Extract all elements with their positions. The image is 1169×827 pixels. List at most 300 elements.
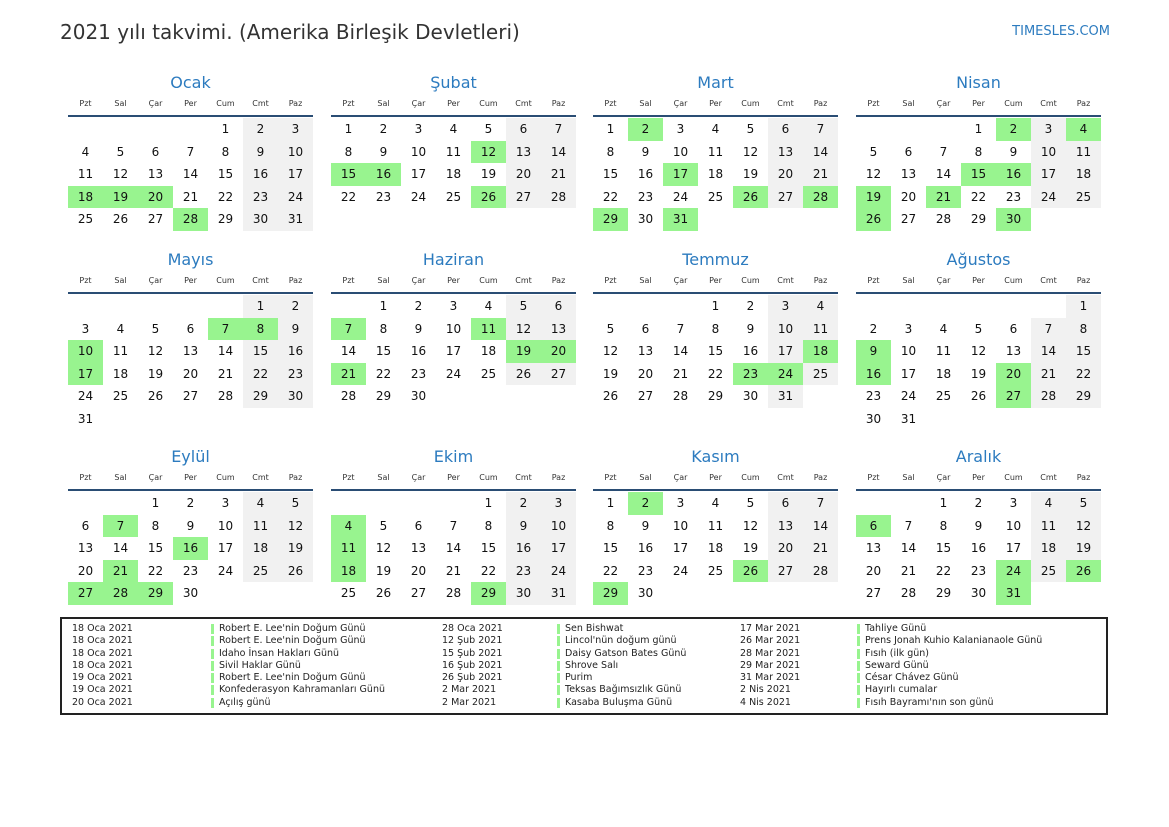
- day-cell[interactable]: 22: [217, 189, 234, 204]
- day-cell[interactable]: 28: [340, 389, 357, 404]
- day-cell[interactable]: 26: [375, 586, 392, 601]
- day-cell[interactable]: 1: [484, 496, 493, 511]
- day-cell[interactable]: 19: [742, 541, 759, 556]
- day-cell[interactable]: 3: [449, 299, 458, 314]
- day-cell[interactable]: 10: [410, 144, 427, 159]
- day-cell[interactable]: 20: [768, 163, 803, 186]
- day-cell[interactable]: 24: [672, 563, 689, 578]
- day-cell[interactable]: 2: [506, 492, 541, 515]
- day-cell[interactable]: 25: [803, 363, 838, 386]
- day-cell[interactable]: 22: [480, 563, 497, 578]
- day-cell[interactable]: 13: [900, 167, 917, 182]
- holiday-day-cell[interactable]: 15: [331, 163, 366, 186]
- day-cell[interactable]: 23: [278, 363, 313, 386]
- day-cell[interactable]: 7: [803, 492, 838, 515]
- day-cell[interactable]: 15: [147, 541, 164, 556]
- day-cell[interactable]: 3: [221, 496, 230, 511]
- day-cell[interactable]: 13: [768, 515, 803, 538]
- day-cell[interactable]: 22: [243, 363, 278, 386]
- day-cell[interactable]: 16: [243, 163, 278, 186]
- day-cell[interactable]: 22: [602, 189, 619, 204]
- holiday-day-cell[interactable]: 26: [733, 186, 768, 209]
- day-cell[interactable]: 25: [340, 586, 357, 601]
- day-cell[interactable]: 12: [865, 167, 882, 182]
- day-cell[interactable]: 15: [935, 541, 952, 556]
- day-cell[interactable]: 2: [278, 295, 313, 318]
- holiday-day-cell[interactable]: 20: [138, 186, 173, 209]
- day-cell[interactable]: 28: [445, 586, 462, 601]
- day-cell[interactable]: 14: [445, 541, 462, 556]
- day-cell[interactable]: 5: [746, 122, 755, 137]
- day-cell[interactable]: 29: [375, 389, 392, 404]
- day-cell[interactable]: 18: [707, 541, 724, 556]
- day-cell[interactable]: 11: [1031, 515, 1066, 538]
- day-cell[interactable]: 13: [637, 344, 654, 359]
- day-cell[interactable]: 7: [904, 518, 913, 533]
- day-cell[interactable]: 1: [379, 299, 388, 314]
- day-cell[interactable]: 1: [711, 299, 720, 314]
- day-cell[interactable]: 26: [970, 389, 987, 404]
- day-cell[interactable]: 6: [541, 295, 576, 318]
- day-cell[interactable]: 6: [768, 492, 803, 515]
- day-cell[interactable]: 20: [865, 563, 882, 578]
- day-cell[interactable]: 21: [217, 366, 234, 381]
- day-cell[interactable]: 17: [217, 541, 234, 556]
- day-cell[interactable]: 22: [375, 366, 392, 381]
- day-cell[interactable]: 17: [768, 340, 803, 363]
- day-cell[interactable]: 4: [939, 321, 948, 336]
- holiday-day-cell[interactable]: 10: [68, 340, 103, 363]
- day-cell[interactable]: 20: [900, 189, 917, 204]
- holiday-day-cell[interactable]: 11: [331, 537, 366, 560]
- day-cell[interactable]: 20: [410, 563, 427, 578]
- day-cell[interactable]: 24: [672, 189, 689, 204]
- day-cell[interactable]: 11: [935, 344, 952, 359]
- day-cell[interactable]: 17: [672, 541, 689, 556]
- day-cell[interactable]: 13: [182, 344, 199, 359]
- day-cell[interactable]: 3: [278, 118, 313, 141]
- day-cell[interactable]: 19: [147, 366, 164, 381]
- holiday-day-cell[interactable]: 19: [856, 186, 891, 209]
- day-cell[interactable]: 6: [414, 518, 423, 533]
- holiday-day-cell[interactable]: 18: [331, 560, 366, 583]
- day-cell[interactable]: 6: [1009, 321, 1018, 336]
- day-cell[interactable]: 9: [186, 518, 195, 533]
- day-cell[interactable]: 10: [541, 515, 576, 538]
- holiday-day-cell[interactable]: 7: [103, 515, 138, 538]
- day-cell[interactable]: 7: [541, 118, 576, 141]
- day-cell[interactable]: 12: [506, 318, 541, 341]
- day-cell[interactable]: 23: [506, 560, 541, 583]
- day-cell[interactable]: 9: [974, 518, 983, 533]
- day-cell[interactable]: 16: [278, 340, 313, 363]
- day-cell[interactable]: 14: [935, 167, 952, 182]
- holiday-day-cell[interactable]: 19: [506, 340, 541, 363]
- day-cell[interactable]: 25: [445, 189, 462, 204]
- holiday-day-cell[interactable]: 24: [768, 363, 803, 386]
- day-cell[interactable]: 26: [506, 363, 541, 386]
- day-cell[interactable]: 13: [1005, 344, 1022, 359]
- day-cell[interactable]: 22: [602, 563, 619, 578]
- holiday-day-cell[interactable]: 21: [103, 560, 138, 583]
- holiday-day-cell[interactable]: 20: [541, 340, 576, 363]
- holiday-day-cell[interactable]: 31: [996, 582, 1031, 605]
- day-cell[interactable]: 11: [243, 515, 278, 538]
- day-cell[interactable]: 6: [904, 144, 913, 159]
- holiday-day-cell[interactable]: 2: [996, 118, 1031, 141]
- day-cell[interactable]: 12: [112, 167, 129, 182]
- day-cell[interactable]: 13: [768, 141, 803, 164]
- day-cell[interactable]: 15: [480, 541, 497, 556]
- day-cell[interactable]: 28: [803, 560, 838, 583]
- day-cell[interactable]: 31: [77, 411, 94, 426]
- holiday-day-cell[interactable]: 23: [733, 363, 768, 386]
- day-cell[interactable]: 1: [1066, 295, 1101, 318]
- day-cell[interactable]: 23: [182, 563, 199, 578]
- day-cell[interactable]: 22: [970, 189, 987, 204]
- day-cell[interactable]: 5: [869, 144, 878, 159]
- holiday-day-cell[interactable]: 16: [366, 163, 401, 186]
- day-cell[interactable]: 11: [1066, 141, 1101, 164]
- day-cell[interactable]: 11: [707, 518, 724, 533]
- holiday-day-cell[interactable]: 29: [593, 208, 628, 231]
- day-cell[interactable]: 14: [900, 541, 917, 556]
- day-cell[interactable]: 12: [602, 344, 619, 359]
- day-cell[interactable]: 15: [707, 344, 724, 359]
- day-cell[interactable]: 8: [606, 518, 615, 533]
- day-cell[interactable]: 1: [221, 122, 230, 137]
- day-cell[interactable]: 26: [112, 212, 129, 227]
- day-cell[interactable]: 10: [278, 141, 313, 164]
- day-cell[interactable]: 7: [186, 144, 195, 159]
- day-cell[interactable]: 29: [217, 212, 234, 227]
- day-cell[interactable]: 12: [970, 344, 987, 359]
- day-cell[interactable]: 25: [243, 560, 278, 583]
- day-cell[interactable]: 4: [81, 144, 90, 159]
- day-cell[interactable]: 4: [449, 122, 458, 137]
- day-cell[interactable]: 21: [900, 563, 917, 578]
- holiday-day-cell[interactable]: 11: [471, 318, 506, 341]
- day-cell[interactable]: 10: [217, 518, 234, 533]
- day-cell[interactable]: 4: [243, 492, 278, 515]
- day-cell[interactable]: 24: [410, 189, 427, 204]
- day-cell[interactable]: 17: [445, 344, 462, 359]
- day-cell[interactable]: 4: [803, 295, 838, 318]
- day-cell[interactable]: 5: [974, 321, 983, 336]
- day-cell[interactable]: 4: [711, 496, 720, 511]
- day-cell[interactable]: 23: [865, 389, 882, 404]
- day-cell[interactable]: 11: [803, 318, 838, 341]
- day-cell[interactable]: 7: [676, 321, 685, 336]
- day-cell[interactable]: 24: [278, 186, 313, 209]
- day-cell[interactable]: 5: [151, 321, 160, 336]
- day-cell[interactable]: 22: [147, 563, 164, 578]
- day-cell[interactable]: 3: [904, 321, 913, 336]
- day-cell[interactable]: 7: [803, 118, 838, 141]
- day-cell[interactable]: 25: [112, 389, 129, 404]
- holiday-day-cell[interactable]: 17: [68, 363, 103, 386]
- holiday-day-cell[interactable]: 18: [803, 340, 838, 363]
- day-cell[interactable]: 11: [112, 344, 129, 359]
- day-cell[interactable]: 30: [742, 389, 759, 404]
- day-cell[interactable]: 5: [1066, 492, 1101, 515]
- day-cell[interactable]: 20: [506, 163, 541, 186]
- day-cell[interactable]: 3: [1031, 118, 1066, 141]
- day-cell[interactable]: 4: [711, 122, 720, 137]
- holiday-day-cell[interactable]: 17: [663, 163, 698, 186]
- day-cell[interactable]: 6: [151, 144, 160, 159]
- day-cell[interactable]: 5: [278, 492, 313, 515]
- holiday-day-cell[interactable]: 4: [331, 515, 366, 538]
- day-cell[interactable]: 14: [803, 515, 838, 538]
- day-cell[interactable]: 13: [77, 541, 94, 556]
- day-cell[interactable]: 14: [672, 344, 689, 359]
- day-cell[interactable]: 17: [900, 366, 917, 381]
- day-cell[interactable]: 28: [217, 389, 234, 404]
- day-cell[interactable]: 24: [445, 366, 462, 381]
- day-cell[interactable]: 19: [480, 167, 497, 182]
- day-cell[interactable]: 27: [182, 389, 199, 404]
- day-cell[interactable]: 18: [112, 366, 129, 381]
- day-cell[interactable]: 19: [1066, 537, 1101, 560]
- holiday-day-cell[interactable]: 26: [733, 560, 768, 583]
- holiday-day-cell[interactable]: 4: [1066, 118, 1101, 141]
- holiday-day-cell[interactable]: 2: [628, 118, 663, 141]
- day-cell[interactable]: 10: [1031, 141, 1066, 164]
- day-cell[interactable]: 28: [935, 212, 952, 227]
- day-cell[interactable]: 26: [278, 560, 313, 583]
- day-cell[interactable]: 2: [869, 321, 878, 336]
- day-cell[interactable]: 1: [606, 122, 615, 137]
- day-cell[interactable]: 24: [1031, 186, 1066, 209]
- day-cell[interactable]: 12: [742, 144, 759, 159]
- day-cell[interactable]: 16: [637, 167, 654, 182]
- day-cell[interactable]: 15: [243, 340, 278, 363]
- holiday-day-cell[interactable]: 26: [856, 208, 891, 231]
- day-cell[interactable]: 2: [186, 496, 195, 511]
- holiday-day-cell[interactable]: 16: [173, 537, 208, 560]
- day-cell[interactable]: 31: [900, 411, 917, 426]
- holiday-day-cell[interactable]: 7: [331, 318, 366, 341]
- day-cell[interactable]: 25: [480, 366, 497, 381]
- day-cell[interactable]: 18: [445, 167, 462, 182]
- day-cell[interactable]: 30: [506, 582, 541, 605]
- day-cell[interactable]: 19: [375, 563, 392, 578]
- day-cell[interactable]: 22: [340, 189, 357, 204]
- day-cell[interactable]: 19: [602, 366, 619, 381]
- holiday-day-cell[interactable]: 21: [331, 363, 366, 386]
- day-cell[interactable]: 8: [974, 144, 983, 159]
- day-cell[interactable]: 3: [768, 295, 803, 318]
- day-cell[interactable]: 16: [637, 541, 654, 556]
- day-cell[interactable]: 21: [541, 163, 576, 186]
- holiday-day-cell[interactable]: 19: [103, 186, 138, 209]
- day-cell[interactable]: 9: [641, 518, 650, 533]
- holiday-day-cell[interactable]: 28: [803, 186, 838, 209]
- day-cell[interactable]: 10: [445, 321, 462, 336]
- day-cell[interactable]: 16: [970, 541, 987, 556]
- day-cell[interactable]: 1: [151, 496, 160, 511]
- day-cell[interactable]: 9: [379, 144, 388, 159]
- day-cell[interactable]: 10: [900, 344, 917, 359]
- day-cell[interactable]: 28: [541, 186, 576, 209]
- holiday-day-cell[interactable]: 26: [471, 186, 506, 209]
- day-cell[interactable]: 14: [541, 141, 576, 164]
- day-cell[interactable]: 9: [506, 515, 541, 538]
- day-cell[interactable]: 27: [637, 389, 654, 404]
- holiday-day-cell[interactable]: 24: [996, 560, 1031, 583]
- day-cell[interactable]: 8: [484, 518, 493, 533]
- day-cell[interactable]: 12: [1066, 515, 1101, 538]
- day-cell[interactable]: 30: [182, 586, 199, 601]
- day-cell[interactable]: 19: [278, 537, 313, 560]
- day-cell[interactable]: 29: [243, 385, 278, 408]
- day-cell[interactable]: 28: [1031, 385, 1066, 408]
- day-cell[interactable]: 5: [116, 144, 125, 159]
- day-cell[interactable]: 30: [637, 586, 654, 601]
- day-cell[interactable]: 3: [81, 321, 90, 336]
- day-cell[interactable]: 4: [1031, 492, 1066, 515]
- day-cell[interactable]: 18: [1031, 537, 1066, 560]
- day-cell[interactable]: 10: [768, 318, 803, 341]
- day-cell[interactable]: 2: [746, 299, 755, 314]
- holiday-day-cell[interactable]: 15: [961, 163, 996, 186]
- day-cell[interactable]: 18: [243, 537, 278, 560]
- day-cell[interactable]: 30: [970, 586, 987, 601]
- day-cell[interactable]: 15: [375, 344, 392, 359]
- day-cell[interactable]: 27: [147, 212, 164, 227]
- day-cell[interactable]: 18: [1066, 163, 1101, 186]
- day-cell[interactable]: 17: [541, 537, 576, 560]
- day-cell[interactable]: 29: [935, 586, 952, 601]
- holiday-day-cell[interactable]: 31: [663, 208, 698, 231]
- day-cell[interactable]: 23: [410, 366, 427, 381]
- day-cell[interactable]: 18: [480, 344, 497, 359]
- day-cell[interactable]: 1: [344, 122, 353, 137]
- day-cell[interactable]: 21: [1031, 363, 1066, 386]
- day-cell[interactable]: 19: [742, 167, 759, 182]
- day-cell[interactable]: 17: [1031, 163, 1066, 186]
- holiday-day-cell[interactable]: 29: [138, 582, 173, 605]
- day-cell[interactable]: 6: [768, 118, 803, 141]
- day-cell[interactable]: 29: [1066, 385, 1101, 408]
- day-cell[interactable]: 3: [1009, 496, 1018, 511]
- day-cell[interactable]: 2: [379, 122, 388, 137]
- day-cell[interactable]: 27: [541, 363, 576, 386]
- day-cell[interactable]: 16: [742, 344, 759, 359]
- day-cell[interactable]: 11: [707, 144, 724, 159]
- day-cell[interactable]: 6: [506, 118, 541, 141]
- day-cell[interactable]: 17: [1005, 541, 1022, 556]
- day-cell[interactable]: 6: [186, 321, 195, 336]
- day-cell[interactable]: 31: [768, 385, 803, 408]
- holiday-day-cell[interactable]: 16: [856, 363, 891, 386]
- day-cell[interactable]: 20: [182, 366, 199, 381]
- day-cell[interactable]: 10: [1005, 518, 1022, 533]
- day-cell[interactable]: 7: [449, 518, 458, 533]
- day-cell[interactable]: 11: [445, 144, 462, 159]
- day-cell[interactable]: 23: [637, 189, 654, 204]
- day-cell[interactable]: 1: [939, 496, 948, 511]
- day-cell[interactable]: 8: [711, 321, 720, 336]
- holiday-day-cell[interactable]: 7: [208, 318, 243, 341]
- day-cell[interactable]: 15: [602, 167, 619, 182]
- day-cell[interactable]: 30: [410, 389, 427, 404]
- holiday-day-cell[interactable]: 8: [243, 318, 278, 341]
- day-cell[interactable]: 17: [410, 167, 427, 182]
- day-cell[interactable]: 26: [147, 389, 164, 404]
- day-cell[interactable]: 11: [77, 167, 94, 182]
- day-cell[interactable]: 23: [637, 563, 654, 578]
- holiday-day-cell[interactable]: 30: [996, 208, 1031, 231]
- day-cell[interactable]: 31: [278, 208, 313, 231]
- day-cell[interactable]: 20: [77, 563, 94, 578]
- day-cell[interactable]: 9: [641, 144, 650, 159]
- day-cell[interactable]: 15: [602, 541, 619, 556]
- day-cell[interactable]: 5: [484, 122, 493, 137]
- day-cell[interactable]: 15: [1066, 340, 1101, 363]
- day-cell[interactable]: 26: [602, 389, 619, 404]
- day-cell[interactable]: 1: [243, 295, 278, 318]
- site-link[interactable]: TIMESLES.COM: [1012, 24, 1110, 39]
- day-cell[interactable]: 21: [672, 366, 689, 381]
- holiday-day-cell[interactable]: 6: [856, 515, 891, 538]
- day-cell[interactable]: 12: [147, 344, 164, 359]
- holiday-day-cell[interactable]: 28: [173, 208, 208, 231]
- day-cell[interactable]: 24: [541, 560, 576, 583]
- day-cell[interactable]: 28: [672, 389, 689, 404]
- day-cell[interactable]: 2: [974, 496, 983, 511]
- holiday-day-cell[interactable]: 27: [68, 582, 103, 605]
- day-cell[interactable]: 6: [641, 321, 650, 336]
- day-cell[interactable]: 23: [243, 186, 278, 209]
- day-cell[interactable]: 25: [1066, 186, 1101, 209]
- holiday-day-cell[interactable]: 9: [856, 340, 891, 363]
- day-cell[interactable]: 25: [707, 563, 724, 578]
- day-cell[interactable]: 12: [742, 518, 759, 533]
- day-cell[interactable]: 31: [541, 582, 576, 605]
- holiday-day-cell[interactable]: 20: [996, 363, 1031, 386]
- day-cell[interactable]: 15: [217, 167, 234, 182]
- day-cell[interactable]: 14: [803, 141, 838, 164]
- day-cell[interactable]: 18: [707, 167, 724, 182]
- day-cell[interactable]: 24: [217, 563, 234, 578]
- day-cell[interactable]: 30: [278, 385, 313, 408]
- day-cell[interactable]: 3: [676, 496, 685, 511]
- day-cell[interactable]: 25: [77, 212, 94, 227]
- day-cell[interactable]: 30: [637, 212, 654, 227]
- day-cell[interactable]: 30: [865, 411, 882, 426]
- day-cell[interactable]: 5: [746, 496, 755, 511]
- day-cell[interactable]: 27: [768, 560, 803, 583]
- day-cell[interactable]: 24: [900, 389, 917, 404]
- day-cell[interactable]: 19: [970, 366, 987, 381]
- day-cell[interactable]: 27: [506, 186, 541, 209]
- day-cell[interactable]: 28: [900, 586, 917, 601]
- day-cell[interactable]: 8: [344, 144, 353, 159]
- day-cell[interactable]: 8: [606, 144, 615, 159]
- day-cell[interactable]: 25: [1031, 560, 1066, 583]
- day-cell[interactable]: 6: [81, 518, 90, 533]
- day-cell[interactable]: 3: [541, 492, 576, 515]
- day-cell[interactable]: 8: [151, 518, 160, 533]
- day-cell[interactable]: 10: [672, 144, 689, 159]
- day-cell[interactable]: 23: [375, 189, 392, 204]
- day-cell[interactable]: 13: [541, 318, 576, 341]
- day-cell[interactable]: 12: [375, 541, 392, 556]
- day-cell[interactable]: 17: [278, 163, 313, 186]
- day-cell[interactable]: 9: [746, 321, 755, 336]
